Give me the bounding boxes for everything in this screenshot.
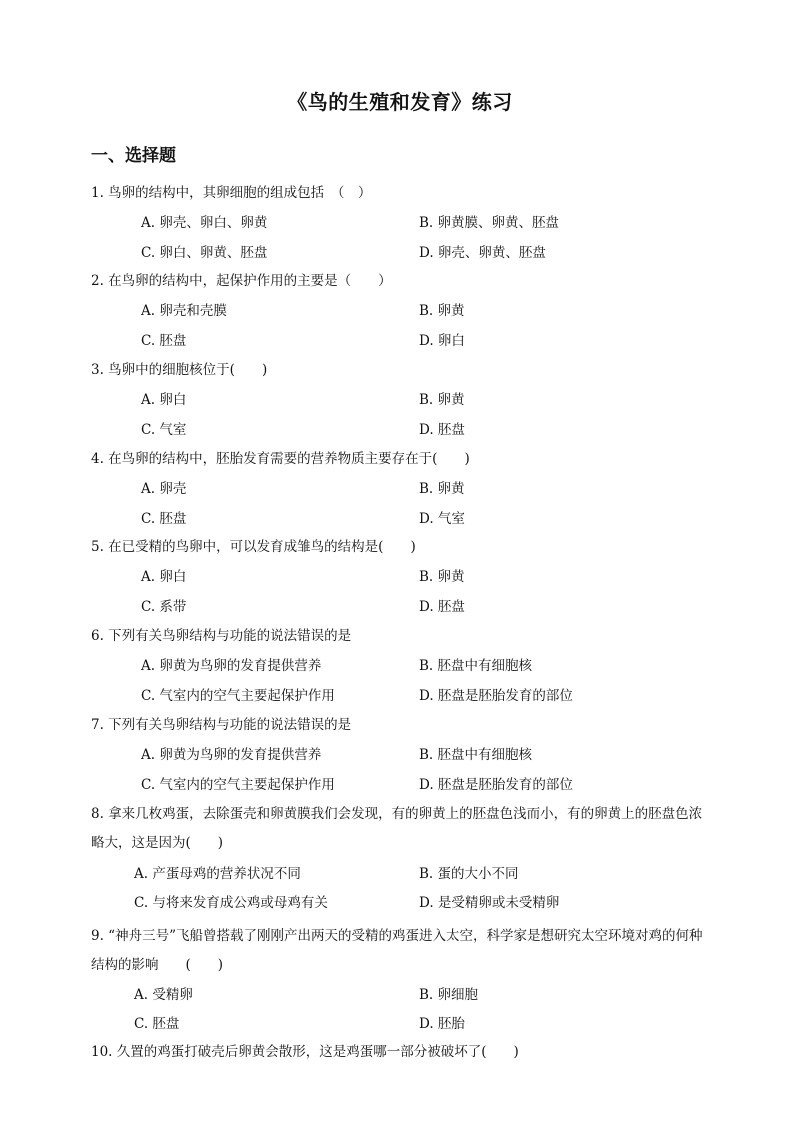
question-6-option-d: D. 胚盘是胚胎发育的部位 <box>419 688 573 704</box>
section-heading: 一、选择题 <box>91 146 176 166</box>
question-1-stem: 1. 鸟卵的结构中，其卵细胞的组成包括 （ ） <box>91 185 372 201</box>
question-3-option-c: C. 气室 <box>141 422 187 438</box>
question-4-stem: 4. 在鸟卵的结构中，胚胎发育需要的营养物质主要存在于( ) <box>91 451 470 467</box>
question-7-option-c: C. 气室内的空气主要起保护作用 <box>141 777 335 793</box>
question-6-option-a: A. 卵黄为鸟卵的发育提供营养 <box>141 658 322 674</box>
question-1-option-a: A. 卵壳、卵白、卵黄 <box>141 215 268 231</box>
question-1-option-d: D. 卵壳、卵黄、胚盘 <box>419 245 546 261</box>
question-5-stem: 5. 在已受精的鸟卵中，可以发育成雏鸟的结构是( ) <box>91 539 416 555</box>
question-2-option-b: B. 卵黄 <box>419 303 465 319</box>
question-6-option-b: B. 胚盘中有细胞核 <box>419 658 533 674</box>
question-1-option-b: B. 卵黄膜、卵黄、胚盘 <box>419 215 560 231</box>
question-8-option-b: B. 蛋的大小不同 <box>419 866 519 882</box>
question-5-option-b: B. 卵黄 <box>419 569 465 585</box>
question-7-stem: 7. 下列有关鸟卵结构与功能的说法错误的是 <box>91 717 352 733</box>
question-6-stem: 6. 下列有关鸟卵结构与功能的说法错误的是 <box>91 628 352 644</box>
question-9-option-d: D. 胚胎 <box>419 1016 465 1032</box>
question-7-option-d: D. 胚盘是胚胎发育的部位 <box>419 777 573 793</box>
question-2-option-a: A. 卵壳和壳膜 <box>141 303 227 319</box>
question-5-option-d: D. 胚盘 <box>419 599 465 615</box>
question-10-stem: 10. 久置的鸡蛋打破壳后卵黄会散形，这是鸡蛋哪一部分被破坏了( ) <box>91 1044 519 1060</box>
question-8-option-d: D. 是受精卵或未受精卵 <box>419 895 560 911</box>
question-9-option-a: A. 受精卵 <box>134 987 193 1003</box>
question-4-option-c: C. 胚盘 <box>141 511 187 527</box>
question-9-option-b: B. 卵细胞 <box>419 987 479 1003</box>
question-7-option-a: A. 卵黄为鸟卵的发育提供营养 <box>141 747 322 763</box>
page-title: 《鸟的生殖和发育》练习 <box>287 90 513 114</box>
question-4-option-d: D. 气室 <box>419 511 465 527</box>
question-2-option-c: C. 胚盘 <box>141 333 187 349</box>
question-3-stem: 3. 鸟卵中的细胞核位于( ) <box>91 362 268 378</box>
question-3-option-a: A. 卵白 <box>141 392 187 408</box>
question-7-option-b: B. 胚盘中有细胞核 <box>419 747 533 763</box>
question-9-stem: 9. “神舟三号”飞船曾搭载了刚刚产出两天的受精的鸡蛋进入太空，科学家是想研究太空环境对鸡的何种结构的影响 ( ) <box>91 928 703 973</box>
question-2-option-d: D. 卵白 <box>419 333 465 349</box>
question-6-option-c: C. 气室内的空气主要起保护作用 <box>141 688 335 704</box>
question-8-option-a: A. 产蛋母鸡的营养状况不同 <box>134 866 301 882</box>
question-8-option-c: C. 与将来发育成公鸡或母鸡有关 <box>134 895 328 911</box>
question-9-option-c: C. 胚盘 <box>134 1016 180 1032</box>
question-1-option-c: C. 卵白、卵黄、胚盘 <box>141 245 268 261</box>
question-5-option-c: C. 系带 <box>141 599 187 615</box>
question-2-stem: 2. 在鸟卵的结构中，起保护作用的主要是（ ） <box>91 273 392 289</box>
question-4-option-b: B. 卵黄 <box>419 481 465 497</box>
question-5-option-a: A. 卵白 <box>141 569 187 585</box>
question-3-option-b: B. 卵黄 <box>419 392 465 408</box>
question-8-stem: 8. 拿来几枚鸡蛋，去除蛋壳和卵黄膜我们会发现，有的卵黄上的胚盘色浅而小，有的卵黄上的胚盘色浓略大，这是因为( ) <box>91 806 703 851</box>
question-3-option-d: D. 胚盘 <box>419 422 465 438</box>
question-4-option-a: A. 卵壳 <box>141 481 187 497</box>
